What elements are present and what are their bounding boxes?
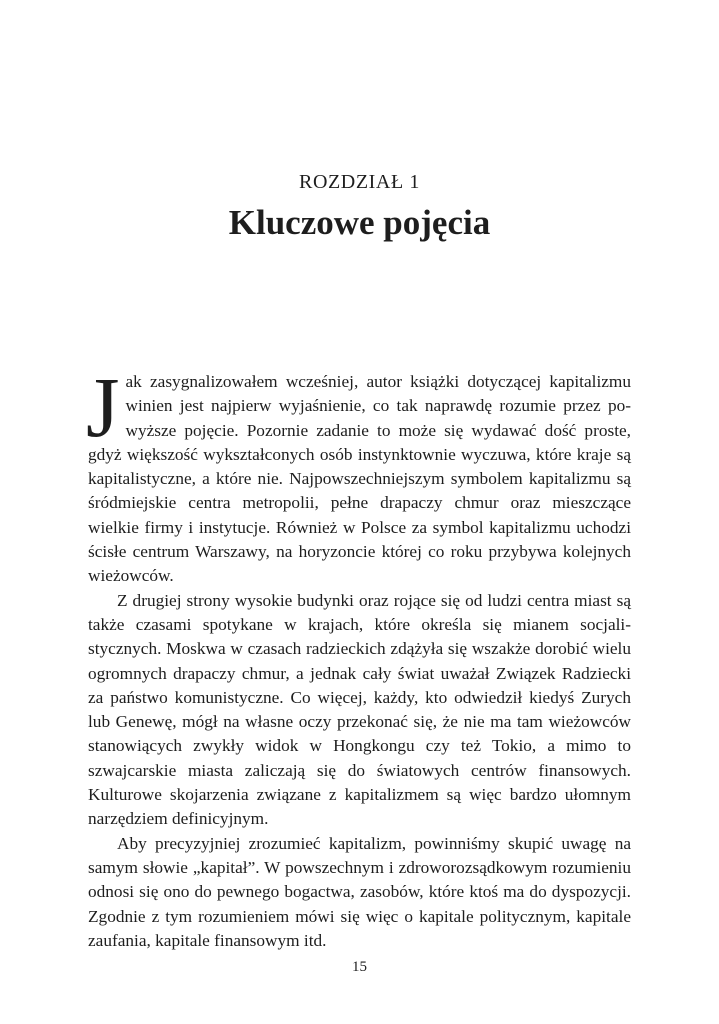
paragraph-1: [86, 359, 631, 589]
page-number: 15: [352, 959, 367, 975]
chapter-label: ROZDZIAŁ 1: [299, 171, 420, 193]
body-text: [86, 359, 631, 953]
chapter-title: Kluczowe pojęcia: [228, 203, 491, 242]
drop-cap: J: [86, 359, 120, 455]
paragraph-3: Aby precyzyjniej zrozumieć kapitalizm, powinniśmy skupić uwagę na samym słowie „kapitał”. W powszechnym i zdroworozsądkowym rozumieniu odnosi się ono do pewnego bogactwa, zasobów, które ktoś ma do dyspozycji. Zgodnie z tym rozumieniem mówi się więc o kapitale politycznym, kapitale zaufania, kapitale finansowym itd.: [88, 833, 631, 950]
paragraph-1-text: ak zasygnalizowałem wcześniej, autor książki dotyczącej kapitalizmu winien jest najpierw wyjaśnienie, co tak naprawdę rozumie przez powyższe pojęcie. Pozornie zadanie to może się wydawać dość proste, gdyż większość wykształconych osób instynktownie wyczuwa, które kraje są kapitalistyczne, a które nie. Najpowszechniejszym symbolem kapitalizmu są śródmiejskie centra metropolii, pełne drapaczy chmur oraz mieszczące wielkie firmy i instytucje. Również w Polsce za symbol kapitalizmu uchodzi ścisłe centrum Warszawy, na horyzoncie której co roku przybywa kolejnych wieżowców.: [88, 372, 631, 586]
paragraph-2: Z drugiej strony wysokie budynki oraz rojące się od ludzi centra miast są także czasami spotykane w krajach, które określa się mianem socjalistycznych. Moskwa w czasach radzieckich zdążyła się wszakże dorobić wielu ogromnych drapaczy chmur, a jednak cały świat uważał Związek Radziecki za państwo komunistyczne. Co więcej, każdy, kto odwiedził kiedyś Zurych lub Genewę, mógł na własne oczy przekonać się, że nie ma tam wieżowców stanowiących zwykły widok w Hongkongu czy też Tokio, a mimo to szwajcarskie miasta zaliczają się do światowych centrów finansowych. Kulturowe skojarzenia związane z kapitalizmem są więc bardzo ułomnym narzędziem definicyjnym.: [88, 590, 631, 829]
